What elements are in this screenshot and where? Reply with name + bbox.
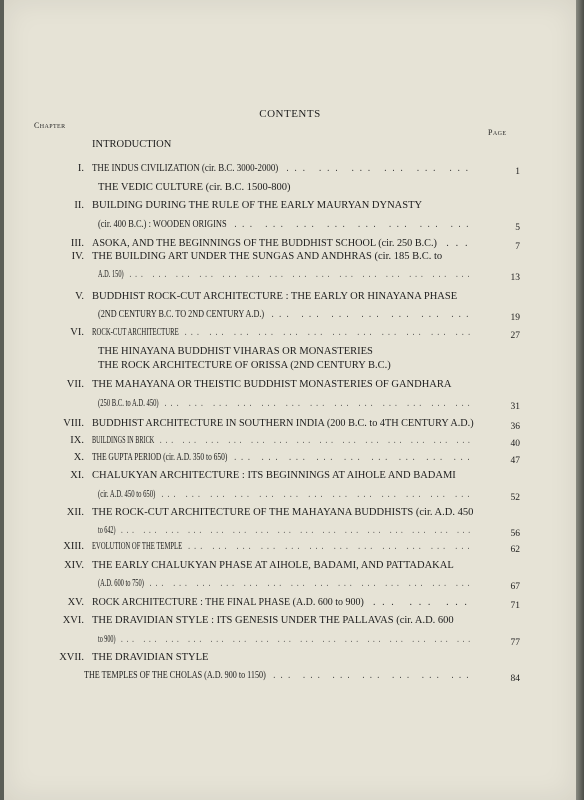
chapter-number: V. — [75, 291, 84, 302]
toc-entry-text: INTRODUCTION — [92, 139, 172, 150]
chapter-number: IX. — [70, 435, 84, 446]
chapter-number: II. — [74, 200, 84, 211]
page-number: 47 — [510, 456, 520, 466]
toc-entry-text: ROCK-CUT ARCHITECTURE — [92, 327, 179, 338]
toc-entry-text: THE ROCK ARCHITECTURE OF ORISSA (2ND CENTURY B.C.) — [98, 360, 391, 371]
leader-dots: ... ... ... ... ... ... ... ... ... ... ... ... ... ... ... — [123, 269, 474, 280]
toc-entry — [98, 307, 474, 323]
leader-dots: ... ... ... ... ... ... ... ... ... ... ... ... ... — [158, 398, 474, 409]
chapter-number: X. — [73, 452, 84, 463]
toc-entry — [98, 576, 474, 592]
toc-entry — [92, 558, 454, 574]
leader-dots: ... ... ... ... ... ... ... ... ... ... ... ... ... ... ... ... — [115, 525, 474, 536]
chapter-number: I. — [77, 163, 84, 174]
toc-entry-text: THE MAHAYANA OR THEISTIC BUDDHIST MONASTERIES OF GANDHARA — [92, 379, 452, 390]
toc-entry-text: ROCK ARCHITECTURE : THE FINAL PHASE (A.D. 600 to 900) — [92, 597, 364, 608]
leader-dots: ... — [436, 238, 475, 249]
toc-entry-text: THE BUILDING ART UNDER THE SUNGAS AND ANDHRAS (cir. 185 B.C. to — [92, 251, 443, 262]
toc-entry-text: THE GUPTA PERIOD (cir. A.D. 350 to 650) — [92, 452, 228, 463]
page-number: 40 — [510, 439, 520, 449]
toc-entry-text: THE HINAYANA BUDDHIST VIHARAS OR MONASTERIES — [98, 346, 373, 357]
toc-entry-text: (A.D. 600 to 750) — [98, 578, 144, 589]
page-number: 1 — [515, 167, 520, 177]
toc-entry — [92, 595, 474, 611]
toc-entry-text: to 642) — [98, 525, 116, 536]
leader-dots: ... ... ... ... ... ... — [278, 163, 474, 174]
toc-entry — [98, 358, 391, 374]
chapter-number: XV. — [67, 597, 84, 608]
page-number: 5 — [515, 223, 520, 233]
toc-entry — [92, 198, 422, 214]
toc-entry-text: THE INDUS CIVILIZATION (cir. B.C. 3000-2000) — [92, 163, 279, 174]
toc-entry-text: THE DRAVIDIAN STYLE : ITS GENESIS UNDER THE PALLAVAS (cir. A.D. 600 — [92, 615, 454, 626]
page-number: 77 — [510, 638, 520, 648]
chapter-number: XI. — [70, 470, 84, 481]
page-number: 36 — [510, 422, 520, 432]
toc-entry-text: THE VEDIC CULTURE (cir. B.C. 1500-800) — [98, 182, 291, 193]
leader-dots: ... ... ... ... ... ... ... ... — [226, 219, 474, 230]
toc-entry — [92, 377, 451, 393]
toc-entry — [92, 433, 474, 449]
chapter-number: XII. — [66, 507, 84, 518]
toc-entry-text: BUILDINGS IN BRICK — [92, 435, 155, 446]
toc-entry-text: to 900) — [98, 634, 116, 645]
toc-entry — [98, 523, 474, 539]
leader-dots: ... ... ... ... ... ... ... ... ... ... ... ... ... ... ... ... — [115, 634, 474, 645]
page-number: 71 — [510, 601, 520, 611]
page-number: 56 — [510, 529, 520, 539]
toc-entry-text: THE TEMPLES OF THE CHOLAS (A.D. 900 to 1150) — [84, 670, 266, 681]
toc-entry — [98, 632, 474, 648]
toc-entry — [92, 650, 208, 666]
leader-dots: ... ... ... ... ... ... ... ... ... ... ... ... — [178, 327, 475, 338]
page-number: 7 — [515, 242, 520, 252]
toc-entry-text: (250 B.C. to A.D. 450) — [98, 398, 159, 409]
chapter-number: VII. — [66, 379, 84, 390]
toc-entry-text: EVOLUTION OF THE TEMPLE — [92, 541, 183, 552]
toc-entry — [98, 487, 474, 503]
toc-entry — [92, 505, 473, 521]
toc-entry — [92, 161, 474, 177]
book-page — [4, 0, 576, 800]
toc-entry — [84, 668, 474, 684]
chapter-column-header: Chapter — [34, 121, 66, 130]
table-of-contents — [4, 0, 576, 800]
toc-entry — [92, 289, 457, 305]
toc-entry — [92, 613, 454, 629]
toc-entry — [92, 450, 474, 466]
leader-dots: ... ... ... ... ... ... ... — [265, 670, 474, 681]
page-column-header: Page — [488, 128, 507, 137]
toc-entry — [98, 396, 474, 412]
toc-entry-text: BUDDHIST ARCHITECTURE IN SOUTHERN INDIA (200 B.C. to 4TH CENTURY A.D.) — [92, 418, 474, 429]
page-number: 27 — [510, 331, 520, 341]
chapter-number: IV. — [71, 251, 84, 262]
toc-entry-text: THE DRAVIDIAN STYLE — [92, 652, 209, 663]
page-number: 31 — [510, 402, 520, 412]
chapter-number: XIII. — [63, 541, 84, 552]
toc-entry-text: BUILDING DURING THE RULE OF THE EARLY MAURYAN DYNASTY — [92, 200, 423, 211]
leader-dots: ... ... ... ... ... ... ... ... ... — [227, 452, 475, 463]
chapter-number: VIII. — [63, 418, 84, 429]
toc-entry — [92, 137, 171, 153]
toc-entry-text: A.D. 150) — [98, 269, 124, 280]
toc-entry — [98, 217, 474, 233]
toc-entry-text: THE ROCK-CUT ARCHITECTURE OF THE MAHAYANA BUDDHISTS (cir. A.D. 450 — [92, 507, 474, 518]
leader-dots: ... ... ... ... ... ... ... ... ... ... ... ... ... — [155, 489, 474, 500]
chapter-number: VI. — [70, 327, 84, 338]
contents-heading: CONTENTS — [259, 108, 321, 120]
page-number: 19 — [510, 313, 520, 323]
toc-entry — [98, 180, 291, 196]
chapter-number: III. — [70, 238, 84, 249]
toc-entry — [92, 249, 442, 265]
toc-entry-text: (cir. 400 B.C.) : WOODEN ORIGINS — [98, 219, 227, 230]
toc-entry-text: ASOKA, AND THE BEGINNINGS OF THE BUDDHIST SCHOOL (cir. 250 B.C.) — [92, 238, 437, 249]
leader-dots: ... ... ... ... ... ... ... ... ... ... ... ... ... ... — [154, 435, 474, 446]
page-number: 62 — [510, 545, 520, 555]
toc-entry — [92, 539, 474, 555]
page-number: 84 — [510, 674, 520, 684]
chapter-number: XVII. — [59, 652, 84, 663]
toc-entry — [92, 325, 474, 341]
leader-dots: ... ... ... ... ... ... ... — [264, 309, 474, 320]
toc-entry-text: BUDDHIST ROCK-CUT ARCHITECTURE : THE EARLY OR HINAYANA PHASE — [92, 291, 458, 302]
toc-entry-text: CHALUKYAN ARCHITECTURE : ITS BEGINNINGS AT AIHOLE AND BADAMI — [92, 470, 456, 481]
toc-entry-text: (cir. A.D. 450 to 650) — [98, 489, 156, 500]
toc-entry — [92, 468, 456, 484]
leader-dots: ... ... ... ... ... ... ... ... ... ... ... ... ... ... — [143, 578, 474, 589]
toc-entry — [98, 267, 474, 283]
page-number: 67 — [510, 582, 520, 592]
chapter-number: XIV. — [64, 560, 84, 571]
leader-dots: ... ... ... — [363, 597, 474, 608]
leader-dots: ... ... ... ... ... ... ... ... ... ... ... ... — [182, 541, 474, 552]
toc-entry-text: THE EARLY CHALUKYAN PHASE AT AIHOLE, BADAMI, AND PATTADAKAL — [92, 560, 454, 571]
chapter-number: XVI. — [62, 615, 84, 626]
page-number: 52 — [510, 493, 520, 503]
toc-entry — [92, 416, 474, 432]
toc-entry-text: (2ND CENTURY B.C. TO 2ND CENTURY A.D.) — [98, 309, 265, 320]
page-number: 13 — [510, 273, 520, 283]
